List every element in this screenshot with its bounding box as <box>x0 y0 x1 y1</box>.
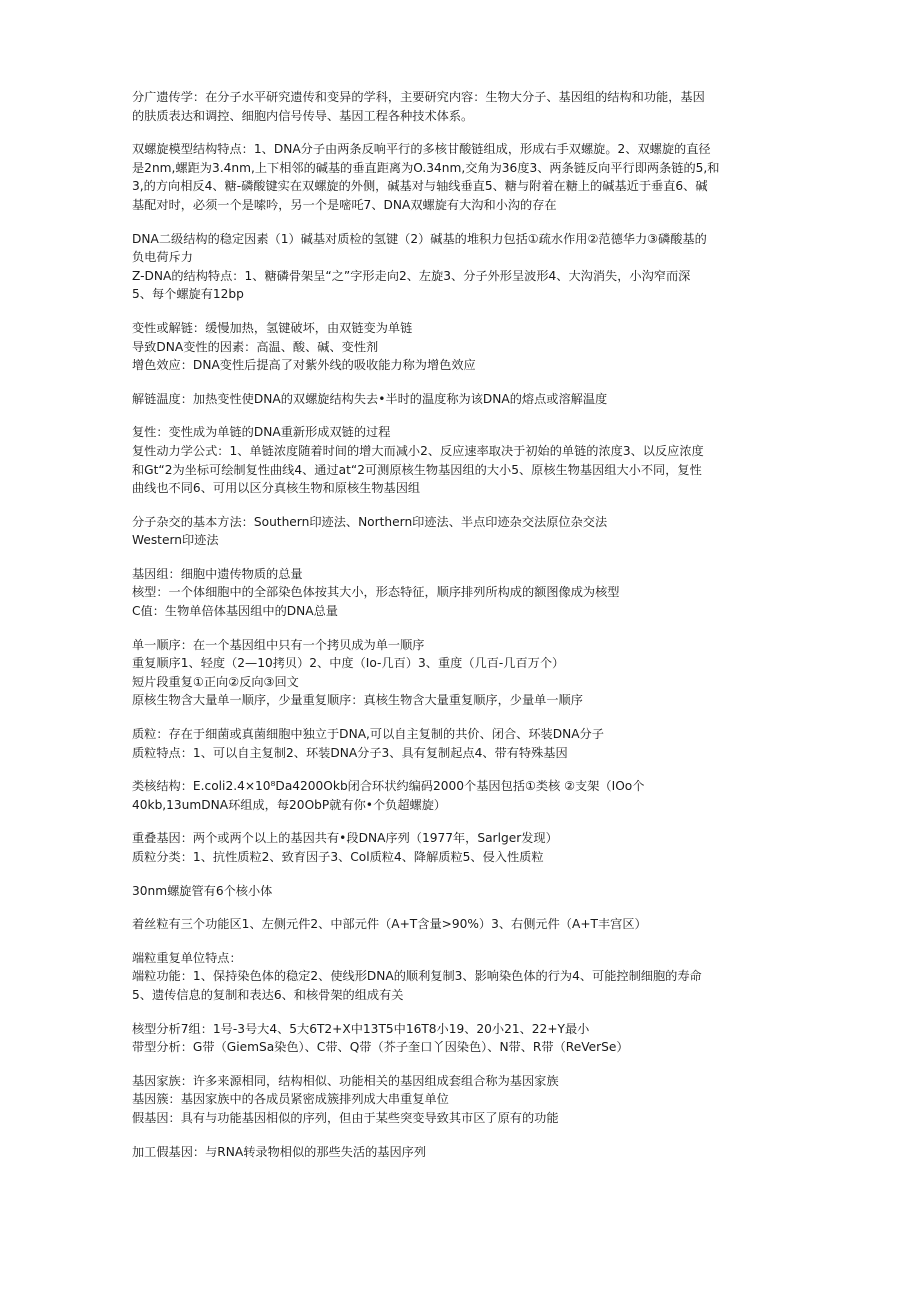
text-line: C值：生物单倍体基因组中的DNA总量 <box>132 604 338 619</box>
text-line: 解链温度：加热变性使DNA的双螺旋结构失去•半时的温度称为该DNA的熔点或溶解温度 <box>132 391 608 406</box>
text-line: 类核结构：E.coli2.4×10⁸Da4200Okb闭合环状约编码2000个基因包括①类核 ②支架（IOo个 <box>132 779 645 794</box>
paragraph <box>132 565 792 621</box>
paragraph <box>132 915 792 934</box>
text-line: 变性或解链：缓慢加热，氢键破坏，由双链变为单链 <box>132 320 413 335</box>
text-line: 质粒：存在于细菌或真菌细胞中独立于DNA,可以自主复制的共价、闭合、环装DNA分子 <box>132 727 604 742</box>
paragraph <box>132 882 792 901</box>
text-line: 核型分析7组：1号-3号大4、5大6T2+X中13T5中16T8小19、20小21、22+Y最小 <box>132 1021 590 1036</box>
paragraph <box>132 1143 792 1162</box>
text-line: 5、每个螺旋有12bp <box>132 287 244 302</box>
text-line: 分广遗传学：在分子水平研究遗传和变异的学科，主要研究内容：生物大分子、基因组的结构和功能，基因 <box>132 90 705 104</box>
paragraph <box>132 777 792 814</box>
paragraph <box>132 725 792 762</box>
text-line: 基因组：细胞中遗传物质的总量 <box>132 566 303 581</box>
text-line: 双螺旋模型结构特点：1、DNA分子由两条反响平行的多核甘酸链组成，形成右手双螺旋。2、双螺旋的直径 <box>132 142 711 157</box>
text-line: 假基因：具有与功能基因相似的序列，但由于某些突变导致其市区了原有的功能 <box>132 1110 559 1125</box>
text-line: 原核生物含大量单一顺序，少量重复顺序：真核生物含大量重复顺序，少量单一顺序 <box>132 693 583 708</box>
paragraph <box>132 319 792 375</box>
text-line: 基配对时，必须一个是嗦吟，另一个是嘧吒7、DNA双螺旋有大沟和小沟的存在 <box>132 197 557 212</box>
text-line: 单一顺序：在一个基因组中只有一个拷贝成为单一顺序 <box>132 637 425 652</box>
text-line: Western印迹法 <box>132 533 219 548</box>
text-line: 加工假基因：与RNA转录物相似的那些失活的基因序列 <box>132 1144 427 1159</box>
text-line: 基因家族：许多来源相同，结构相似、功能相关的基因组成套组合称为基因家族 <box>132 1073 559 1088</box>
text-line: 着丝粒有三个功能区1、左侧元件2、中部元件（A+T含量>90%）3、右侧元件（A+T丰宫区） <box>132 917 647 932</box>
text-line: 曲线也不同6、可用以区分真核生物和原核生物基因组 <box>132 481 421 496</box>
paragraph <box>132 1020 792 1057</box>
text-line: 基因簇：基因家族中的各成员紧密成簇排列成大串重复单位 <box>132 1092 449 1107</box>
paragraph <box>132 230 792 304</box>
text-line: 增色效应：DNA变性后提高了对紫外线的吸收能力称为增色效应 <box>132 358 476 373</box>
text-line: 负电荷斥力 <box>132 250 193 265</box>
text-line: 分子杂交的基本方法：Southern印迹法、Northern印迹法、半点印迹杂交法原位杂交法 <box>132 514 608 529</box>
text-line: 质粒特点：1、可以自主复制2、环装DNA分子3、具有复制起点4、带有特殊基因 <box>132 745 568 760</box>
text-line: 端粒重复单位特点： <box>132 950 242 965</box>
text-line: 3,的方向相反4、糖-磷酸键实在双螺旋的外侧，碱基对与轴线垂直5、糖与附着在糖上的碱基近于垂直6、碱 <box>132 179 708 194</box>
paragraph <box>132 390 792 409</box>
paragraph <box>132 140 792 214</box>
paragraph <box>132 949 792 1005</box>
paragraph <box>132 423 792 497</box>
text-line: 5、遗传信息的复制和表达6、和核骨架的组成有关 <box>132 987 404 1002</box>
text-line: 复性：变性成为单链的DNA重新形成双链的过程 <box>132 425 391 440</box>
text-line: 带型分析：G带（GiemSa染色）、C带、Q带（芥子奎口丫因染色）、N带、R带（ReVerSe） <box>132 1040 629 1055</box>
text-line: Z-DNA的结构特点：1、糖磷骨架呈“之”字形走向2、左旋3、分子外形呈波形4、大沟消失，小沟窄而深 <box>132 268 691 283</box>
text-line: 导致DNA变性的因素：高温、酸、碱、变性剂 <box>132 339 379 354</box>
paragraph <box>132 513 792 550</box>
text-line: 是2nm,螺距为3.4nm,上下相邻的碱基的垂直距离为O.34nm,交角为36度3、两条链反向平行即两条链的5,和 <box>132 160 720 175</box>
text-line: DNA二级结构的稳定因素（1）碱基对质检的氢键（2）碱基的堆积力包括①疏水作用②范德华力③磷酸基的 <box>132 231 707 246</box>
text-line: 30nm螺旋管有6个核小体 <box>132 883 273 898</box>
text-line: 重复顺序1、轻度（2—10拷贝）2、中度（Io-几百）3、重度（几百-几百万个） <box>132 656 565 671</box>
paragraph <box>132 1072 792 1128</box>
text-line: 重叠基因：两个或两个以上的基因共有•段DNA序列（1977年，Sarlger发现） <box>132 831 558 846</box>
text-line: 复性动力学公式：1、单链浓度随着时间的增大而减小2、反应速率取决于初始的单链的浓度3、以反应浓度 <box>132 443 704 458</box>
text-line: 核型：一个体细胞中的全部染色体按其大小，形态特征，顺序排列所构成的额图像成为核型 <box>132 585 620 600</box>
text-line: 短片段重复①正向②反向③回文 <box>132 674 299 689</box>
text-line: 质粒分类：1、抗性质粒2、致育因子3、Col质粒4、降解质粒5、侵入性质粒 <box>132 850 544 864</box>
paragraph <box>132 829 792 866</box>
paragraph <box>132 636 792 710</box>
text-line: 的肤质表达和调控、细胞内信号传导、基因工程各种技术体系。 <box>132 108 474 123</box>
document-page <box>132 88 792 1176</box>
text-line: 40kb,13umDNA环组成，每20ObP就有你•个负超螺旋） <box>132 797 447 812</box>
paragraph <box>132 88 792 125</box>
text-line: 和Gt“2为坐标可绘制复性曲线4、通过at“2可测原核生物基因组的大小5、原核生物基因组大小不同，复性 <box>132 462 702 477</box>
text-line: 端粒功能：1、保持染色体的稳定2、使线形DNA的顺利复制3、影响染色体的行为4、可能控制细胞的寿命 <box>132 969 702 984</box>
